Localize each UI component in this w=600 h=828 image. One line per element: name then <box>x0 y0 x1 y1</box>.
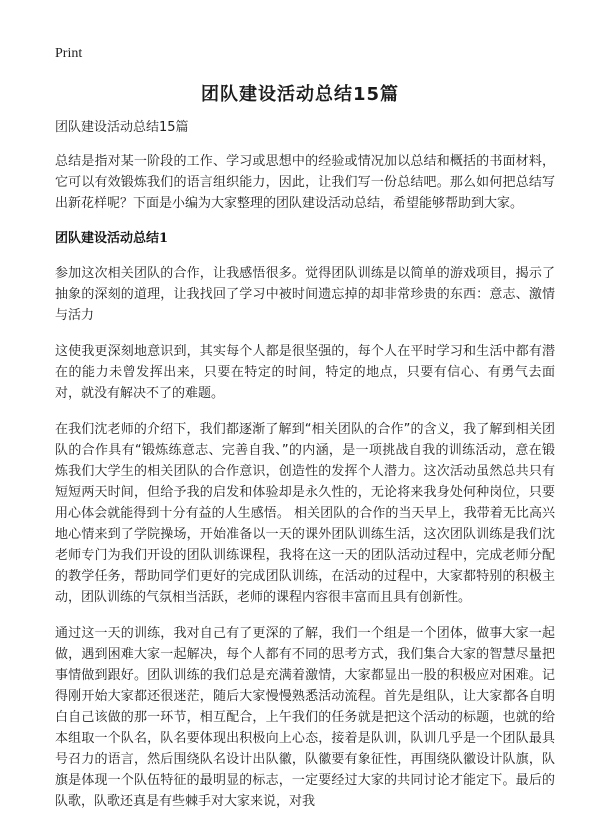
intro-paragraph: 总结是指对某一阶段的工作、学习或思想中的经验或情况加以总结和概括的书面材料，它可以有效锻炼我们的语言组织能力，因此，让我们写一份总结吧。那么如何把总结写出新花样呢？下面是小编为大家整理的团队建设活动总结，希望能够帮助到大家。 <box>55 154 555 211</box>
subtitle: 团队建设活动总结15篇 <box>55 120 189 135</box>
page-title: 团队建设活动总结15篇 <box>200 84 400 105</box>
document-body <box>55 118 555 827</box>
print-label: Print <box>55 46 83 61</box>
paragraph-2: 这使我更深刻地意识到，其实每个人都是很坚强的，每个人在平时学习和生活中都有潜在的能力未曾发挥出来，只要在特定的时间，特定的地点，只要有信心、有勇气去面对，就没有解决不了的难题。 <box>55 344 555 401</box>
paragraph-3: 在我们沈老师的介绍下，我们都逐渐了解到“相关团队的合作”的含义，我了解到相关团队的合作具有“锻炼练意志、完善自我、”的内涵，是一项挑战自我的训练活动，意在锻炼我们大学生的相关团队的合作意识，创造性的发挥个人潜力。这次活动虽然总共只有短短两天时间，但给予我的启发和体验却是永久性的，无论将来我身处何种岗位，只要用心体会就能得到十分有益的人生感悟。 相关团队的合作的当天早上，我带着无比高兴地心情来到了学院操场，开始准备以一天的课外团队训练生活，这次团队训练是我们沈老师专门为我们开设的团队训练课程，我将在这一天的团队活动过程中，完成老师分配的教学任务，帮助同学们更好的完成团队训练，在活动的过程中，大家都特别的积极主动，团队训练的气氛相当活跃，老师的课程内容很丰富而且具有创新性。 <box>55 422 555 605</box>
section-heading: 团队建设活动总结1 <box>55 231 169 246</box>
paragraph-4: 通过这一天的训练，我对自己有了更深的了解，我们一个组是一个团体，做事大家一起做，遇到困难大家一起解决，每个人都有不同的思考方式，我们集合大家的智慧尽量把事情做到跟好。团队训练的我们总是充满着激情，大家都显出一股的积极应对困难。记得刚开始大家都还很迷茫，随后大家慢慢熟悉活动流程。首先是组队，让大家都各自明白自己该做的那一环节，相互配合，上午我们的任务就是把这个活动的标题，也就的给本组取一个队名，队名要体现出积极向上心态，接着是队训，队训几乎是一个团队最具号召力的语言，然后围绕队名设计出队徽，队徽要有象征性，再围绕队徽设计队旗，队旗是体现一个队伍特征的最明显的标志，一定要经过大家的共同讨论才能定下。最后的队歌，队歌还真是有些棘手对大家来说，对我 <box>55 626 555 809</box>
paragraph-1: 参加这次相关团队的合作，让我感悟很多。觉得团队训练是以简单的游戏项目，揭示了抽象的深刻的道理，让我找回了学习中被时间遗忘掉的却非常珍贵的东西：意志、激情与活力 <box>55 266 555 323</box>
